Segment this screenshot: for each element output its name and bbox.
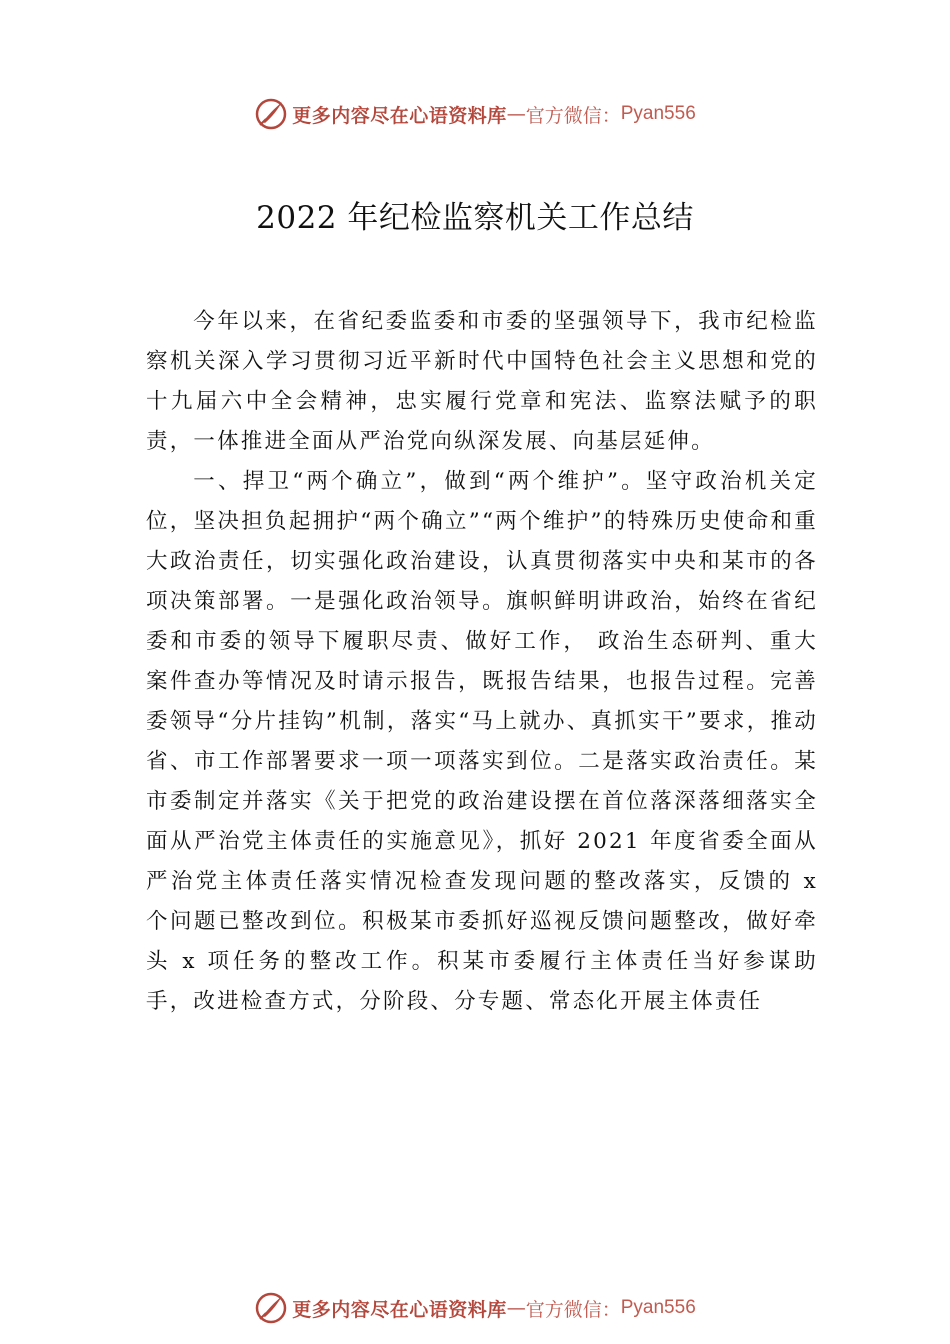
document-title: 2022 年纪检监察机关工作总结 <box>256 200 694 236</box>
header-watermark <box>0 94 950 134</box>
watermark-wechat-label: 官方微信： <box>525 104 621 127</box>
quill-seal-icon <box>254 97 288 131</box>
watermark-separator: — <box>506 1297 526 1319</box>
document-body <box>146 302 818 1022</box>
paragraph-intro: 今年以来，在省纪委监委和市委的坚强领导下，我市纪检监察机关深入学习贯彻习近平新时代中国特色社会主义思想和党的十九届六中全会精神，忠实履行党章和宪法、监察法赋予的职责，一体推进全面从严治党向纵深发展、向基层延伸。 <box>146 309 818 454</box>
watermark-wechat-label: 官方微信： <box>525 1298 621 1321</box>
watermark-wechat-id: Pyan556 <box>620 103 696 124</box>
watermark-brand: 更多内容尽在心语资料库 <box>292 104 507 127</box>
watermark-separator: — <box>506 103 526 125</box>
watermark-wechat-id: Pyan556 <box>620 1297 696 1318</box>
paragraph-section-1: 一、捍卫“两个确立”，做到“两个维护”。坚守政治机关定位，坚决担负起拥护“两个确立”“两个维护”的特殊历史使命和重大政治责任，切实强化政治建设，认真贯彻落实中央和某市的各项决策部署。一是强化政治领导。旗帜鲜明讲政治，始终在省纪委和市委的领导下履职尽责、做好工作， 政治生态研判、重大案件查办等情况及时请示报告，既报告结果，也报告过程。完善委领导“分片挂钩”机制，落实“马上就办、真抓实干”要求，推动省、市工作部署要求一项一项落实到位。二是落实政治责任。某市委制定并落实《关于把党的政治建设摆在首位落深落细落实全面从严治党主体责任的实施意见》，抓好 2021 年度省委全面从严治党主体责任落实情况检查发现问题的整改落实，反馈的 x 个问题已整改到位。积极某市委抓好巡视反馈问题整改，做好牵头 x 项任务的整改工作。积某市委履行主体责任当好参谋助手，改进检查方式，分阶段、分专题、常态化开展主体责任 <box>146 469 818 1014</box>
footer-watermark <box>0 1288 950 1328</box>
quill-seal-icon <box>254 1291 288 1325</box>
watermark-brand: 更多内容尽在心语资料库 <box>292 1298 507 1321</box>
